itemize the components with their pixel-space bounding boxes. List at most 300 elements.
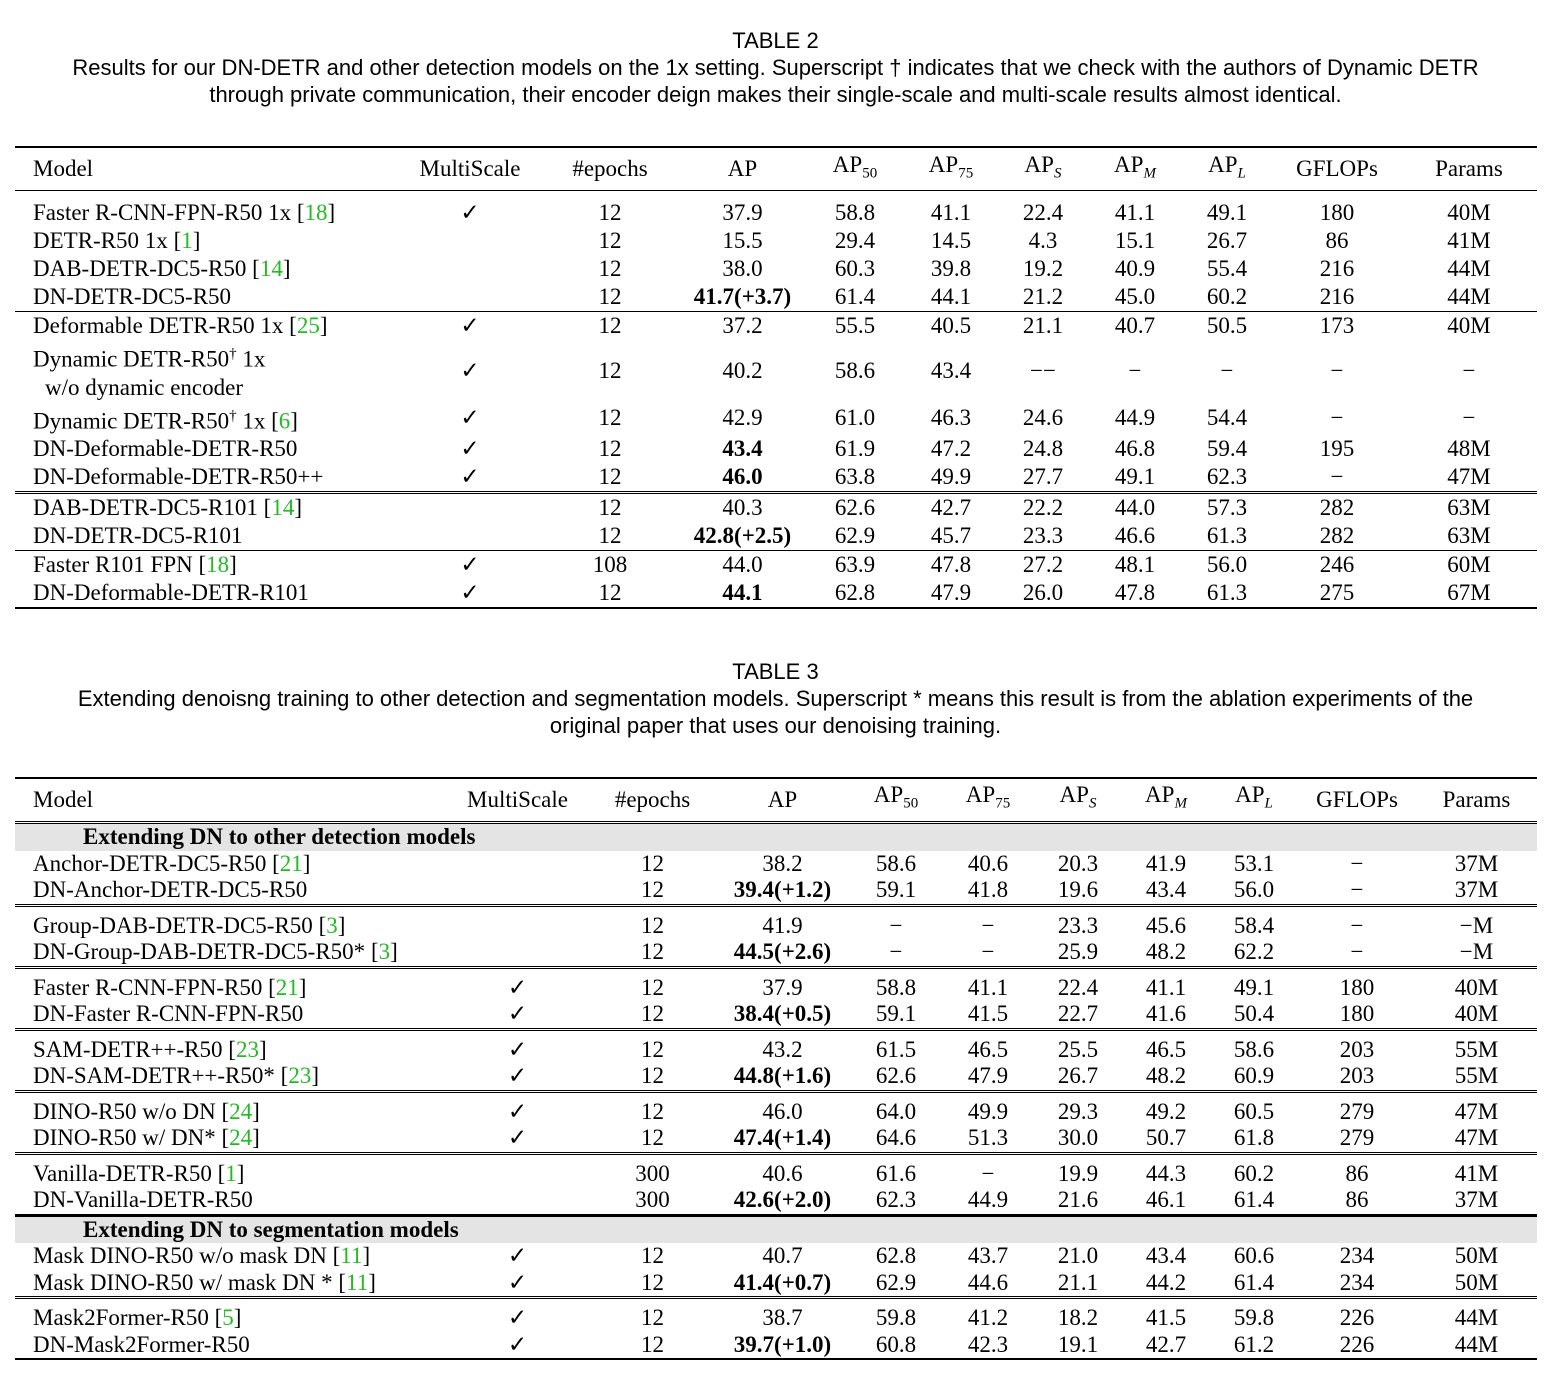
params-cell: 37M <box>1454 877 1499 902</box>
epochs-cell: 108 <box>540 551 680 580</box>
table3 <box>15 777 1537 1360</box>
ap75-cell: − <box>942 905 1034 939</box>
gflops-cell: 246 <box>1273 551 1401 580</box>
group-header-segmentation-label: Extending DN to segmentation models <box>15 1215 1537 1243</box>
ap-cell-value: 41.4(+0.7) <box>733 1269 832 1295</box>
ap-cell <box>715 1187 850 1215</box>
ap-cell <box>680 435 805 463</box>
aps-cell: 21.2 <box>1022 284 1064 309</box>
params-cell: 40M <box>1401 312 1537 341</box>
ap75-cell: 49.9 <box>930 464 972 490</box>
ap50-cell: 61.4 <box>834 284 876 309</box>
model-name-cell: Deformable DETR-R50 1x [25] <box>15 312 400 341</box>
apm-cell: 41.6 <box>1145 1001 1187 1026</box>
ap-cell <box>715 1270 850 1298</box>
citation-link[interactable]: 14 <box>259 256 283 281</box>
table-row <box>15 463 1537 493</box>
apl-cell: 62.3 <box>1206 464 1248 490</box>
table-row <box>15 1332 1537 1360</box>
citation-link[interactable]: 18 <box>304 200 328 225</box>
multiscale-check: ✓ <box>507 1331 528 1357</box>
model-name-cell: Anchor-DETR-DC5-R50 [21] <box>33 850 311 876</box>
citation-link[interactable]: 11 <box>340 1243 363 1268</box>
ap50-cell: 63.8 <box>834 464 876 490</box>
apm-cell: 46.6 <box>1114 523 1156 549</box>
header-gflops: GFLOPs <box>1298 778 1416 823</box>
ap50-cell: 62.8 <box>875 1243 917 1268</box>
model-name-cell: Mask DINO-R50 w/o mask DN [11] <box>33 1243 371 1268</box>
aps-cell: 22.2 <box>997 493 1089 523</box>
ap75-cell: 44.6 <box>967 1269 1009 1295</box>
table3-caption <box>0 658 1551 739</box>
model-name: DN-DETR-DC5-R101 <box>33 523 243 549</box>
apl-cell: 62.2 <box>1233 939 1275 964</box>
gflops-cell: 234 <box>1339 1243 1375 1268</box>
ap-cell <box>680 579 805 608</box>
multiscale-check: ✓ <box>460 464 480 490</box>
ap-cell: 37.9 <box>715 967 850 1001</box>
params-cell: 47M <box>1454 1125 1499 1150</box>
params-cell: 41M <box>1416 1153 1537 1187</box>
apl-cell: 60.2 <box>1206 284 1248 309</box>
header-ap75: $AP_{75}$ <box>942 778 1034 823</box>
apm-cell: 46.1 <box>1145 1187 1187 1212</box>
table-row <box>15 1270 1537 1298</box>
params-cell: 41M <box>1447 228 1491 253</box>
model-name-cell <box>15 522 400 551</box>
aps-cell: 24.6 <box>1022 405 1064 431</box>
apl-cell: 58.6 <box>1210 1029 1298 1063</box>
model-name: SAM-DETR++-R50 <box>33 1036 223 1062</box>
epochs-cell: 12 <box>598 357 622 383</box>
multiscale-check <box>400 522 540 551</box>
ap-cell: 40.2 <box>722 357 763 383</box>
model-name: DN-Anchor-DETR-DC5-R50 <box>33 877 308 902</box>
multiscale-check <box>445 851 590 878</box>
aps-cell: 27.2 <box>997 551 1089 580</box>
apm-cell: 40.7 <box>1089 312 1181 341</box>
citation-link[interactable]: 24 <box>229 1125 253 1150</box>
dagger-mark: † <box>229 407 237 424</box>
table-row <box>15 579 1537 608</box>
ap-cell <box>680 522 805 551</box>
aps-cell: 20.3 <box>1057 850 1099 876</box>
apm-cell: 41.5 <box>1122 1298 1210 1332</box>
params-cell: 44M <box>1447 284 1491 309</box>
ap75-cell: 49.9 <box>942 1091 1034 1125</box>
aps-cell: 29.3 <box>1034 1091 1122 1125</box>
model-name: DAB-DETR-DC5-R50 <box>33 256 247 281</box>
multiscale-check: ✓ <box>460 580 480 606</box>
params-cell: 55M <box>1416 1029 1537 1063</box>
epochs-cell: 12 <box>590 1091 715 1125</box>
multiscale-check <box>400 283 540 312</box>
params-cell: 55M <box>1454 1063 1499 1088</box>
ap50-cell: 62.9 <box>834 523 876 549</box>
ap50-cell: 61.0 <box>834 405 876 431</box>
header-model: Model <box>15 147 400 191</box>
aps-cell: 18.2 <box>1034 1298 1122 1332</box>
ap75-cell: 43.4 <box>930 357 972 383</box>
epochs-cell: 12 <box>590 967 715 1001</box>
aps-cell: 26.0 <box>1022 580 1064 606</box>
epochs-cell: 12 <box>598 284 622 309</box>
table-row <box>15 435 1537 463</box>
gflops-cell: 279 <box>1339 1125 1375 1150</box>
ap75-cell: 46.3 <box>930 405 972 431</box>
table-row <box>15 522 1537 551</box>
ap75-cell: 47.9 <box>930 580 972 606</box>
model-name: DETR-R50 1x <box>33 228 168 253</box>
gflops-cell: 203 <box>1339 1063 1375 1088</box>
table-row <box>15 191 1537 228</box>
ap-cell: 37.9 <box>722 200 763 225</box>
apl-cell: 50.5 <box>1181 312 1273 341</box>
apl-cell: 61.8 <box>1233 1125 1275 1150</box>
ap75-cell: 42.3 <box>967 1331 1009 1357</box>
citation-link[interactable]: 21 <box>275 974 299 1000</box>
ap50-cell: 55.5 <box>805 312 905 341</box>
header-multiscale: MultiScale <box>445 778 590 823</box>
model-name-cell: SAM-DETR++-R50 [23] <box>15 1029 445 1063</box>
epochs-cell: 12 <box>641 1125 664 1150</box>
model-name: DN-Group-DAB-DETR-DC5-R50* <box>33 939 366 964</box>
ap75-cell: 47.2 <box>930 436 972 462</box>
ap75-cell: 41.8 <box>967 877 1009 902</box>
multiscale-check: ✓ <box>507 1269 528 1295</box>
gflops-cell: − <box>1298 905 1416 939</box>
epochs-cell: 300 <box>590 1153 715 1187</box>
table-row <box>15 905 1537 939</box>
gflops-cell: 234 <box>1339 1269 1375 1295</box>
model-name-cell: DETR-R50 1x [1] <box>33 228 201 253</box>
ap-cell <box>715 1125 850 1153</box>
model-name: DN-Deformable-DETR-R50++ <box>33 464 324 490</box>
multiscale-check: ✓ <box>507 1243 528 1268</box>
params-cell: −M <box>1459 939 1494 964</box>
params-cell: −M <box>1416 905 1537 939</box>
aps-cell: 26.7 <box>1057 1063 1099 1088</box>
apm-cell: 40.9 <box>1114 256 1156 281</box>
dagger-mark: † <box>229 346 237 362</box>
model-name: DN-SAM-DETR++-R50* <box>33 1063 275 1088</box>
gflops-cell: 282 <box>1319 523 1355 549</box>
epochs-cell: 12 <box>590 1029 715 1063</box>
ap75-cell: 14.5 <box>930 228 972 253</box>
ap50-cell: 63.9 <box>805 551 905 580</box>
params-cell: 47M <box>1447 464 1491 490</box>
apm-cell: 45.6 <box>1122 905 1210 939</box>
ap75-cell: 39.8 <box>930 256 972 281</box>
multiscale-check: ✓ <box>460 436 480 462</box>
apl-cell: 60.9 <box>1233 1063 1275 1088</box>
ap-cell-value: 44.8(+1.6) <box>733 1063 832 1088</box>
apl-cell: 53.1 <box>1233 850 1275 876</box>
epochs-cell: 12 <box>590 1298 715 1332</box>
gflops-cell: 226 <box>1339 1331 1375 1357</box>
table-row <box>15 1153 1537 1187</box>
gflops-cell: 180 <box>1319 200 1355 225</box>
epochs-cell: 12 <box>590 905 715 939</box>
table-row <box>15 493 1537 523</box>
params-cell: 47M <box>1416 1091 1537 1125</box>
aps-cell: 21.6 <box>1057 1187 1099 1212</box>
citation-link[interactable]: 24 <box>229 1098 253 1124</box>
ap-cell <box>715 939 850 967</box>
aps-cell: 27.7 <box>1022 464 1064 490</box>
gflops-cell: − <box>1330 357 1344 383</box>
model-name: Dynamic DETR-R50 <box>33 346 230 372</box>
citation-link[interactable]: 25 <box>296 313 320 338</box>
ap75-cell: 42.7 <box>905 493 997 523</box>
apm-cell: 41.1 <box>1114 200 1156 225</box>
citation-link[interactable]: 11 <box>346 1269 369 1295</box>
apm-cell: 44.2 <box>1145 1269 1187 1295</box>
gflops-cell: − <box>1350 939 1364 964</box>
apl-cell: 58.4 <box>1210 905 1298 939</box>
multiscale-check <box>400 227 540 255</box>
params-cell: 37M <box>1454 1187 1499 1212</box>
ap-cell <box>715 877 850 905</box>
aps-cell: 30.0 <box>1057 1125 1099 1150</box>
apm-cell: 47.8 <box>1114 580 1156 606</box>
model-name: Deformable DETR-R50 1x <box>33 313 284 338</box>
epochs-cell: 12 <box>598 580 622 606</box>
params-cell: 67M <box>1447 580 1491 606</box>
ap75-cell: 41.1 <box>942 967 1034 1001</box>
group-header-detection-label: Extending DN to other detection models <box>15 823 1537 851</box>
ap-cell: 46.0 <box>715 1091 850 1125</box>
model-name: Faster R-CNN-FPN-R50 1x <box>33 200 292 225</box>
ap-cell <box>715 1001 850 1029</box>
apl-cell: 61.3 <box>1206 580 1248 606</box>
aps-cell: 24.8 <box>1022 436 1064 462</box>
ap-cell: 40.6 <box>715 1153 850 1187</box>
apl-cell: 49.1 <box>1206 200 1248 225</box>
params-cell: 44M <box>1454 1331 1499 1357</box>
citation-link[interactable]: 5 <box>222 1305 234 1330</box>
ap-cell-value: 46.0 <box>722 464 763 490</box>
apl-cell: 56.0 <box>1181 551 1273 580</box>
model-name: DN-Faster R-CNN-FPN-R50 <box>33 1001 304 1026</box>
table-row <box>15 877 1537 905</box>
ap75-cell: 40.6 <box>967 850 1009 876</box>
ap50-cell: 61.9 <box>834 436 876 462</box>
ap75-cell: 44.1 <box>930 284 972 309</box>
header-apl: $AP_L$ <box>1181 147 1273 191</box>
model-name-cell <box>15 579 400 608</box>
table-row <box>15 967 1537 1001</box>
ap-cell: 38.0 <box>722 256 763 281</box>
model-name: DAB-DETR-DC5-R101 <box>33 495 258 521</box>
citation-link[interactable]: 14 <box>271 495 295 521</box>
epochs-cell: 12 <box>641 939 664 964</box>
gflops-cell: − <box>1350 877 1364 902</box>
header-aps: $AP_S$ <box>1034 778 1122 823</box>
ap50-cell: 58.6 <box>875 850 917 876</box>
ap75-cell: 41.5 <box>967 1001 1009 1026</box>
epochs-cell: 12 <box>641 850 664 876</box>
multiscale-check <box>445 1187 590 1215</box>
epochs-cell: 12 <box>598 228 622 253</box>
ap50-cell: 62.6 <box>875 1063 917 1088</box>
gflops-cell: 173 <box>1273 312 1401 341</box>
apl-cell: 61.4 <box>1233 1269 1275 1295</box>
model-name-cell <box>15 435 400 463</box>
ap50-cell: 62.8 <box>834 580 876 606</box>
ap50-cell: 59.8 <box>850 1298 942 1332</box>
table2 <box>15 146 1537 609</box>
apm-cell: 50.7 <box>1145 1125 1187 1150</box>
model-name-cell: DN-SAM-DETR++-R50* [23] <box>33 1063 319 1088</box>
citation-link[interactable]: 3 <box>326 912 338 938</box>
ap-cell <box>715 1063 850 1091</box>
model-name-cell: Faster R-CNN-FPN-R50 [21] <box>15 967 445 1001</box>
ap75-cell: 46.5 <box>942 1029 1034 1063</box>
header-epochs: #epochs <box>540 147 680 191</box>
aps-cell: 21.1 <box>997 312 1089 341</box>
citation-link[interactable]: 21 <box>279 850 303 876</box>
model-name-cell <box>15 877 445 905</box>
ap-cell-value: 47.4(+1.4) <box>733 1125 832 1150</box>
aps-cell: 19.1 <box>1057 1331 1099 1357</box>
table-row <box>15 939 1537 967</box>
ap-cell-value: 41.7(+3.7) <box>693 284 792 309</box>
apm-cell: 48.1 <box>1089 551 1181 580</box>
citation-link[interactable]: 1 <box>225 1160 237 1186</box>
model-name: Mask DINO-R50 w/ mask DN * <box>33 1269 333 1295</box>
apl-cell: − <box>1220 357 1234 383</box>
header-params: Params <box>1401 147 1537 191</box>
table-row <box>15 1187 1537 1215</box>
table-row <box>15 1298 1537 1332</box>
model-name: Mask DINO-R50 w/o mask DN <box>33 1243 327 1268</box>
ap50-cell: 61.6 <box>850 1153 942 1187</box>
ap-cell: 41.9 <box>715 905 850 939</box>
ap50-cell: 64.0 <box>850 1091 942 1125</box>
aps-cell: 22.4 <box>1022 200 1064 225</box>
gflops-cell: 195 <box>1319 436 1355 462</box>
epochs-cell: 12 <box>598 256 622 281</box>
params-cell: 40M <box>1416 967 1537 1001</box>
ap50-cell: 58.8 <box>850 967 942 1001</box>
epochs-cell: 12 <box>641 1063 664 1088</box>
ap50-cell: 62.6 <box>805 493 905 523</box>
apl-cell: 61.2 <box>1233 1331 1275 1357</box>
epochs-cell: 12 <box>641 1243 664 1268</box>
aps-cell: 21.0 <box>1057 1243 1099 1268</box>
params-cell: 63M <box>1447 523 1491 549</box>
epochs-cell: 12 <box>540 312 680 341</box>
aps-cell: 23.3 <box>1022 523 1064 549</box>
params-cell: 63M <box>1401 493 1537 523</box>
header-apl: $AP_L$ <box>1210 778 1298 823</box>
ap-cell: 44.0 <box>680 551 805 580</box>
apm-cell: 45.0 <box>1114 284 1156 309</box>
apm-cell: 46.5 <box>1122 1029 1210 1063</box>
ap-cell-value: 44.1 <box>722 580 763 606</box>
apl-cell: 26.7 <box>1206 228 1248 253</box>
ap50-cell: 58.8 <box>834 200 876 225</box>
params-cell: 40M <box>1454 1001 1499 1026</box>
aps-cell: −− <box>1030 357 1056 383</box>
citation-link[interactable]: 1 <box>181 228 193 253</box>
epochs-cell: 12 <box>540 493 680 523</box>
aps-cell: 19.9 <box>1034 1153 1122 1187</box>
ap-cell: 40.3 <box>680 493 805 523</box>
aps-cell: 22.7 <box>1057 1001 1099 1026</box>
model-name-cell: DN-Group-DAB-DETR-DC5-R50* [3] <box>33 939 398 964</box>
multiscale-check: ✓ <box>460 357 480 383</box>
ap-cell-value: 43.4 <box>722 436 763 462</box>
model-name-cell: Dynamic DETR-R50† 1x [6] <box>33 407 298 434</box>
aps-cell: 25.9 <box>1057 939 1099 964</box>
apl-cell: 61.4 <box>1233 1187 1275 1212</box>
model-name-cell <box>15 1332 445 1360</box>
citation-link[interactable]: 23 <box>288 1063 312 1088</box>
gflops-cell: 226 <box>1298 1298 1416 1332</box>
ap75-cell: 47.8 <box>905 551 997 580</box>
citation-link[interactable]: 23 <box>235 1036 259 1062</box>
apm-cell: 49.2 <box>1122 1091 1210 1125</box>
ap-cell: 15.5 <box>722 228 763 253</box>
ap-cell: 42.9 <box>722 405 763 431</box>
ap-cell-value: 42.8(+2.5) <box>693 523 792 549</box>
multiscale-check: ✓ <box>507 1125 528 1150</box>
table-row <box>15 1029 1537 1063</box>
apm-cell: 43.4 <box>1145 877 1187 902</box>
table-row <box>15 1001 1537 1029</box>
params-cell: − <box>1462 405 1476 431</box>
apl-cell: 55.4 <box>1206 256 1248 281</box>
epochs-cell: 12 <box>598 405 622 431</box>
model-name-cell: Group-DAB-DETR-DC5-R50 [3] <box>15 905 445 939</box>
aps-cell: 25.5 <box>1034 1029 1122 1063</box>
multiscale-check <box>445 939 590 967</box>
citation-link[interactable]: 3 <box>378 939 391 964</box>
header-ap: AP <box>715 778 850 823</box>
params-cell: 37M <box>1454 850 1499 876</box>
ap50-cell: − <box>850 905 942 939</box>
params-cell: 40M <box>1447 200 1491 225</box>
header-apm: $AP_M$ <box>1089 147 1181 191</box>
header-apm: $AP_M$ <box>1122 778 1210 823</box>
ap75-cell: 51.3 <box>967 1125 1009 1150</box>
params-cell: 50M <box>1454 1269 1499 1295</box>
apl-cell: 56.0 <box>1233 877 1275 902</box>
multiscale-check: ✓ <box>445 967 590 1001</box>
aps-cell: 22.4 <box>1034 967 1122 1001</box>
multiscale-check: ✓ <box>460 405 480 431</box>
ap-cell: 40.7 <box>762 1243 803 1268</box>
model-name-cell: Mask DINO-R50 w/ mask DN * [11] <box>33 1269 376 1295</box>
multiscale-check: ✓ <box>445 1091 590 1125</box>
header-params: Params <box>1416 778 1537 823</box>
model-name: DN-DETR-DC5-R50 <box>33 284 232 309</box>
citation-link[interactable]: 18 <box>206 552 230 578</box>
table2-caption-line1: Results for our DN-DETR and other detection models on the 1x setting. Superscript † indicates that we check with the authors of Dynamic DETR <box>72 55 1479 80</box>
table-row <box>15 1243 1537 1270</box>
multiscale-check: ✓ <box>445 1029 590 1063</box>
citation-link[interactable]: 6 <box>278 408 291 434</box>
model-name: DINO-R50 w/ DN* <box>33 1125 216 1150</box>
apl-cell: 49.1 <box>1210 967 1298 1001</box>
gflops-cell: − <box>1350 850 1364 876</box>
model-name-cell: Vanilla-DETR-R50 [1] <box>15 1153 445 1187</box>
model-name-cell <box>15 463 400 493</box>
apm-cell: 42.7 <box>1145 1331 1187 1357</box>
epochs-cell: 12 <box>598 200 622 225</box>
